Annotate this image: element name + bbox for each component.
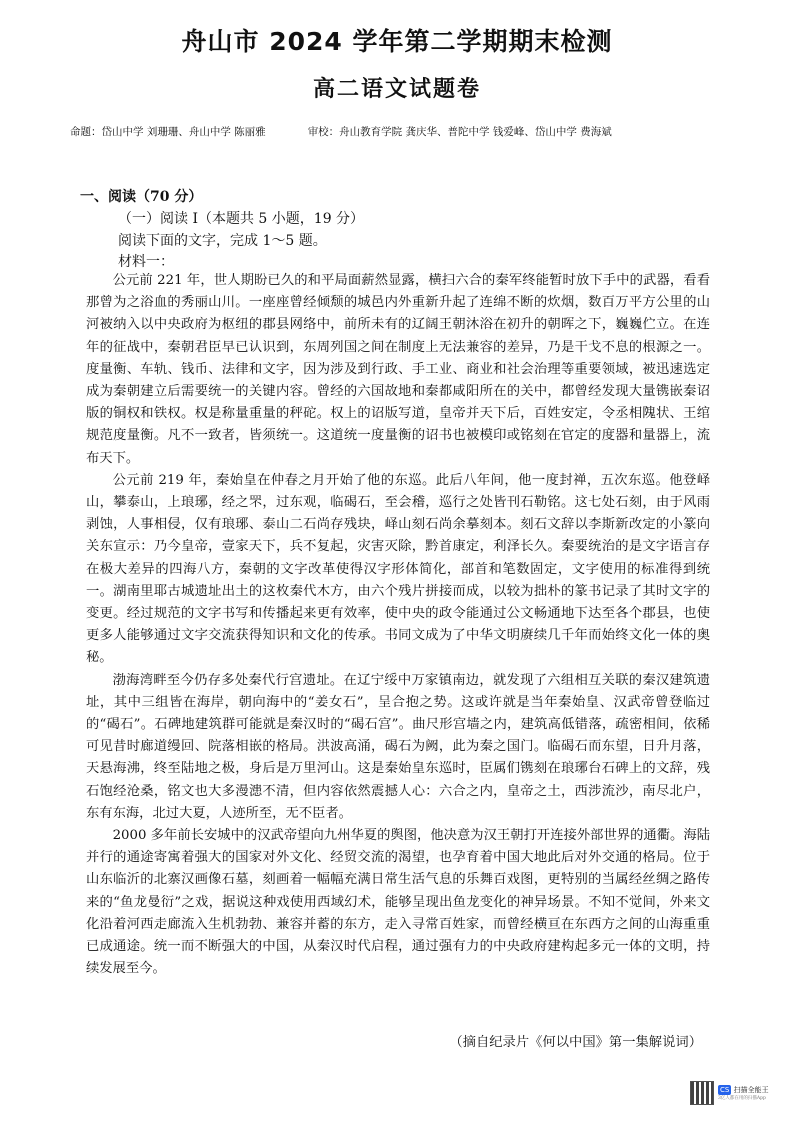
scanner-sub: 3亿人都在用的扫描App xyxy=(718,1095,766,1101)
scanner-label: 扫描全能王 xyxy=(733,1085,769,1094)
section-subheading: （一）阅读 I（本题共 5 小题，19 分） xyxy=(118,211,365,227)
paragraph: 公元前 221 年，世人期盼已久的和平局面薪然显露，横扫六合的秦军终能暂时放下手中的武器，看看那曾为之浴血的秀丽山川。一座座曾经倾颓的城邑内外重新升起了连绵不断的炊烟，数百万平方公里的山河被纳入以中央政府为枢纽的郡县网络中，前所未有的辽阔王朝沐浴在初升的朝晖之下，巍巍伫立。在连年的征战中，秦朝君臣早已认识到，东周列国之间在制度上无法兼容的差异，乃是干戈不息的根源之一。度量衡、车轨、钱币、法律和文字，因为涉及到行政、手工业、商业和社会治理等重要领域，被迅速选定成为秦朝建立后需要统一的关键内容。曾经的六国故地和秦都咸阳所在的关中，都曾经发现大量镌嵌秦诏版的铜权和铁权。权是称量重量的秤砣。权上的诏版写道，皇帝并天下后，百姓安定，令丞相隗状、王绾规范度量衡。凡不一致者，皆须统一。这道统一度量衡的诏书也被模印或铭刻在官定的度器和量器上，流布天下。 xyxy=(86,273,710,466)
section-heading: 一、阅读（70 分） xyxy=(80,189,203,205)
exam-subtitle: 高二语文试题卷 xyxy=(312,76,481,102)
source-citation: （摘自纪录片《何以中国》第一集解说词） xyxy=(449,1035,702,1050)
passage xyxy=(86,270,710,981)
reviewers: 审校：舟山教育学院 龚庆华、普陀中学 钱爱峰、岱山中学 费海斌 xyxy=(307,126,612,138)
exam-title: 舟山市 2024 学年第二学期期末检测 xyxy=(181,27,613,56)
proposers: 命题：岱山中学 刘珊珊、舟山中学 陈丽雅 xyxy=(70,126,266,138)
paragraph: 2000 多年前长安城中的汉武帝望向九州华夏的舆图，他决意为汉王朝打开连接外部世界的通衢。海陆并行的通途寄寓着强大的国家对外文化、经贸交流的渴望，也孕育着中国大地此后对外交通的格局。位于山东临沂的北寨汉画像石墓，刻画着一幅幅充满日常生活气息的乐舞百戏图，更特别的当属经丝绸之路传来的“鱼龙曼衍”之戏，据说这种戏使用西域幻术，能够呈现出鱼龙变化的神异场景。不知不觉间，外来文化沿着河西走廊流入生机勃勃、兼容并蓄的东方，走入寻常百姓家，而曾经横亘在东西方之间的山海重重已成通途。统一而不断强大的中国，从秦汉时代启程，通过强有力的中央政府建构起多元一体的文明，持续发展至今。 xyxy=(86,828,710,977)
qr-code-icon xyxy=(690,1081,714,1105)
paragraph: 渤海湾畔至今仍存多处秦代行宫遗址。在辽宁绥中万家镇南边，就发现了六组相互关联的秦汉建筑遗址，其中三组皆在海岸，朝向海中的“姜女石”，呈合抱之势。这或许就是当年秦始皇、汉武帝曾登临过的“碣石”。石碑地建筑群可能就是秦汉时的“碣石宫”。曲尺形宫墙之内，建筑高低错落，疏密相间，依稀可见昔时廊道缦回、院落相嵌的格局。洪波高涌，碣石为阙，此为秦之国门。临碣石而东望，日升月落，天悬海沸，终至陆地之极，身后是万里河山。这是秦始皇东巡时，臣属们镌刻在琅琊台石碑上的文辞，残石饱经沧桑，铭文也大多漫漶不清，但内容依然震撼人心：六合之内，皇帝之土，西涉流沙，南尽北户，东有东海，北过大夏，人迹所至，无不臣者。 xyxy=(86,672,710,821)
scanner-watermark xyxy=(690,1080,782,1106)
credits-line xyxy=(70,124,740,139)
instruction: 阅读下面的文字，完成 1～5 题。 xyxy=(118,233,327,249)
paragraph: 公元前 219 年，秦始皇在仲春之月开始了他的东巡。此后八年间，他一度封禅，五次东巡。他登峄山，攀泰山，上琅琊，经之罘，过东观，临碣石，至会稽，巡行之处皆刊石勒铭。这七处石刻，由于风雨剥蚀，人事相侵，仅有琅琊、泰山二石尚存残块，峄山刻石尚余摹刻本。刻石文辞以李斯新改定的小篆向关东宣示：乃今皇帝，壹家天下，兵不复起，灾害灭除，黔首康定，利泽长久。秦要统治的是文字语言存在极大差异的四海八方，秦朝的文字改革使得汉字形体简化，部首和笔数固定，文字使用的标准得到统一。湖南里耶古城遗址出土的这枚秦代木方，由六个残片拼接而成，以较为拙朴的篆书记录了其时文字的变更。经过规范的文字书写和传播起来更有效率，使中央的政令能通过公文畅通地下达至各个郡县，也使更多人能够通过文字交流获得知识和文化的传承。书同文成为了中华文明赓续几千年而始终文化一体的奥秘。 xyxy=(86,472,710,666)
camscanner-logo-icon: CS xyxy=(720,1085,730,1094)
material-label: 材料一： xyxy=(118,254,174,270)
